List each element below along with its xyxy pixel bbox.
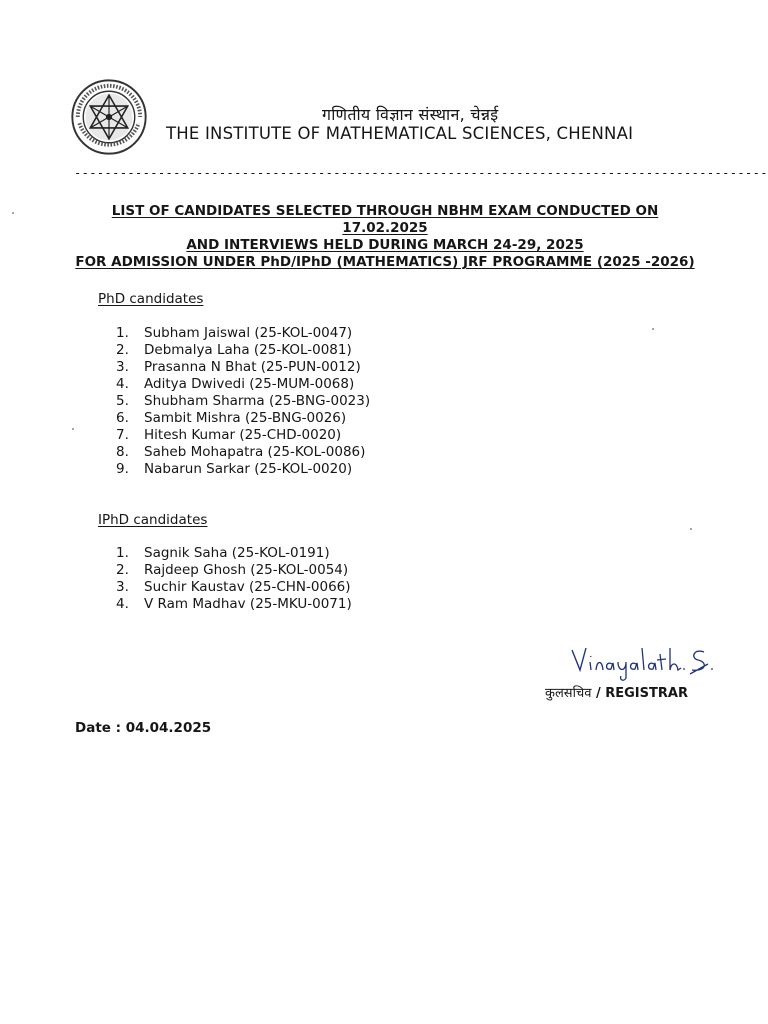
candidate-entry: Nabarun Sarkar (25-KOL-0020) (144, 461, 353, 477)
candidate-list-item (110, 359, 370, 376)
candidate-entry: Debmalya Laha (25-KOL-0081) (144, 342, 352, 358)
issue-date: Date : 04.04.2025 (75, 720, 212, 736)
candidate-number: 7. (116, 427, 129, 443)
candidate-list-item (110, 376, 370, 393)
candidate-number: 8. (116, 444, 129, 460)
candidate-number: 5. (116, 393, 129, 409)
candidate-list-item (110, 596, 352, 613)
candidate-list-item (110, 410, 370, 427)
candidate-list-item (110, 444, 370, 461)
candidate-entry: Aditya Dwivedi (25-MUM-0068) (144, 376, 355, 392)
institute-logo-icon (70, 78, 148, 156)
candidate-entry: Rajdeep Ghosh (25-KOL-0054) (144, 562, 349, 578)
registrar-title-english: / REGISTRAR (595, 686, 688, 701)
candidate-list-item (110, 325, 370, 342)
candidate-entry: Sagnik Saha (25-KOL-0191) (144, 545, 330, 561)
candidate-entry: Prasanna N Bhat (25-PUN-0012) (144, 359, 361, 375)
candidate-number: 4. (116, 376, 129, 392)
candidate-entry: V Ram Madhav (25-MKU-0071) (144, 596, 352, 612)
divider-line: ------------------------------------------------------------------------------------------- (74, 166, 768, 180)
scan-speck (72, 428, 74, 430)
registrar-title-hindi: कुलसचिव (545, 686, 592, 701)
iphd-section-label: IPhD candidates (98, 512, 208, 528)
candidate-list-item (110, 562, 352, 579)
candidate-entry: Shubham Sharma (25-BNG-0023) (144, 393, 371, 409)
candidate-number: 2. (116, 342, 129, 358)
candidate-number: 3. (116, 359, 129, 375)
phd-candidate-list (110, 325, 370, 478)
candidate-number: 9. (116, 461, 129, 477)
candidate-number: 6. (116, 410, 129, 426)
institute-name-hindi: गणितीय विज्ञान संस्थान, चेन्नई (322, 105, 499, 124)
candidate-list-item (110, 579, 352, 596)
candidate-number: 1. (116, 325, 129, 341)
candidate-list-item (110, 545, 352, 562)
candidate-list-item (110, 342, 370, 359)
phd-section-label: PhD candidates (98, 291, 204, 307)
candidate-number: 1. (116, 545, 129, 561)
heading-line-2: AND INTERVIEWS HELD DURING MARCH 24-29, 2025 (186, 237, 584, 253)
heading-line-1: LIST OF CANDIDATES SELECTED THROUGH NBHM EXAM CONDUCTED ON 17.02.2025 (111, 203, 659, 236)
candidate-number: 2. (116, 562, 129, 578)
candidate-entry: Subham Jaiswal (25-KOL-0047) (144, 325, 353, 341)
candidate-entry: Saheb Mohapatra (25-KOL-0086) (144, 444, 366, 460)
registrar-title (545, 683, 688, 701)
candidate-list-item (110, 393, 370, 410)
institute-name-english: THE INSTITUTE OF MATHEMATICAL SCIENCES, CHENNAI (166, 124, 634, 143)
scan-speck (652, 328, 654, 330)
candidate-list-item (110, 427, 370, 444)
candidate-number: 3. (116, 579, 129, 595)
scan-speck (690, 528, 692, 530)
candidate-list-item (110, 461, 370, 478)
heading-line-3: FOR ADMISSION UNDER PhD/IPhD (MATHEMATICS) JRF PROGRAMME (2025 -2026) (75, 254, 695, 270)
scan-speck (12, 212, 14, 214)
document-heading (70, 203, 700, 271)
candidate-entry: Sambit Mishra (25-BNG-0026) (144, 410, 347, 426)
candidate-number: 4. (116, 596, 129, 612)
registrar-signature (566, 640, 716, 678)
iphd-candidate-list (110, 545, 352, 613)
candidate-entry: Hitesh Kumar (25-CHD-0020) (144, 427, 342, 443)
candidate-entry: Suchir Kaustav (25-CHN-0066) (144, 579, 351, 595)
